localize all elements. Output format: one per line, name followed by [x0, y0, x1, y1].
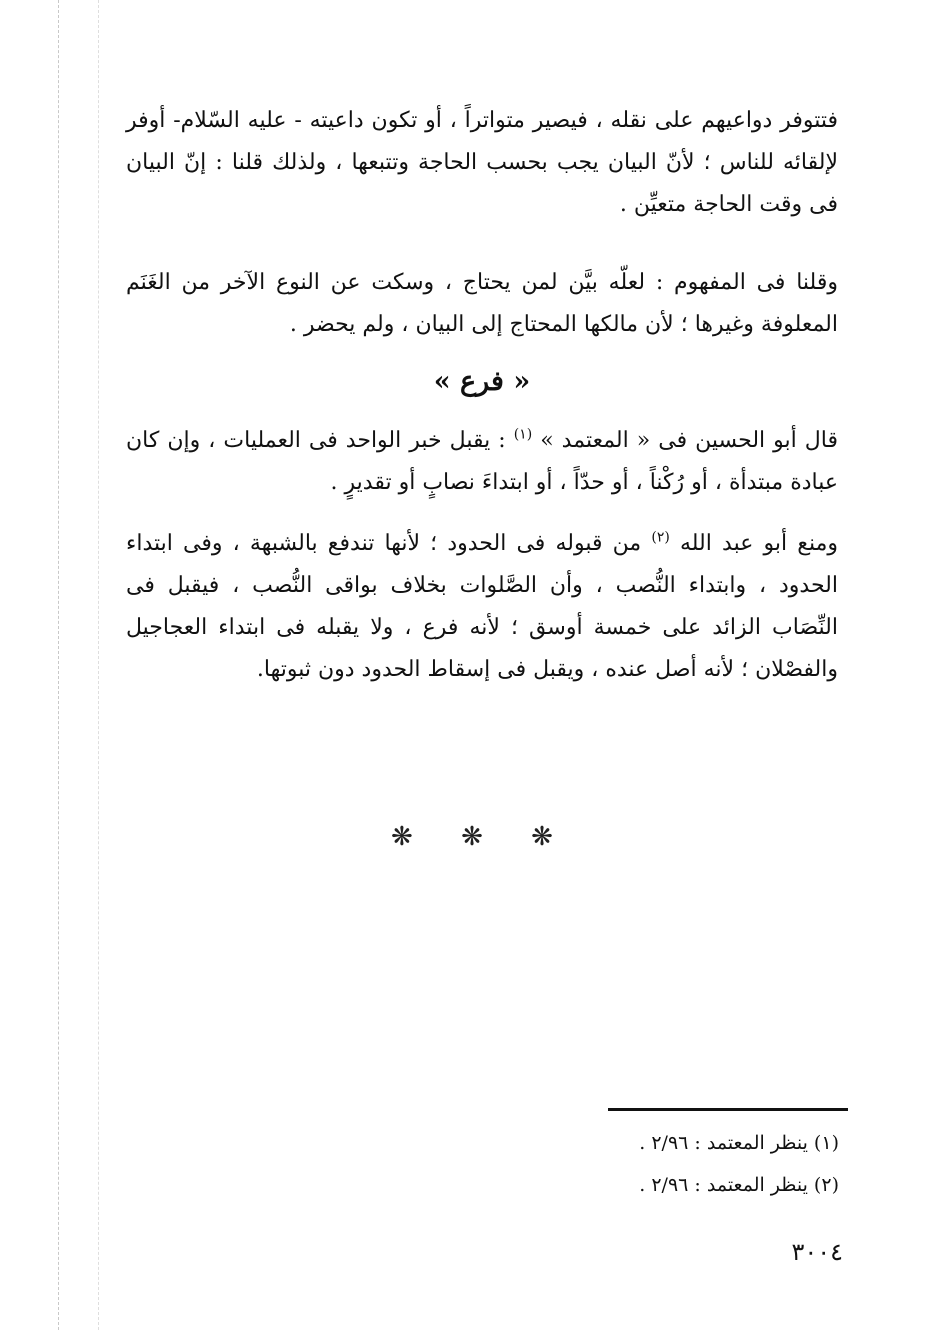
- page-number: ٣٠٠٤: [791, 1238, 843, 1266]
- footnote-1: (١) ينظر المعتمد : ٢/٩٦ .: [639, 1132, 839, 1154]
- paragraph-3: [126, 420, 838, 504]
- paragraph-3-lead: قال أبو الحسين فى « المعتمد »: [540, 428, 838, 453]
- section-separator: ❋ ❋ ❋: [391, 822, 573, 852]
- footnote-ref-1: (١): [513, 426, 533, 443]
- footnote-ref-2: (٢): [651, 529, 670, 546]
- paragraph-4-lead: ومنع أبو عبد الله: [679, 531, 838, 556]
- binding-margin-line: [58, 0, 59, 1330]
- paragraph-3-rest: : يقبل خبر الواحد فى العمليات ، وإن كان عبادة مبتدأة ، أو رُكْناً ، أو حدّاً ، أو ابتداءَ نصابٍ أو تقديرٍ .: [126, 428, 838, 495]
- paragraph-1: فتتوفر دواعيهم على نقله ، فيصير متواتراً ، أو تكون داعيته - عليه السّلام- أوفر لإلقائه للناس ؛ لأنّ البيان يجب بحسب الحاجة وتتبعها ، ولذلك قلنا : إنّ البيان فى وقت الحاجة متعيِّن .: [126, 108, 838, 217]
- paragraph-2: وقلنا فى المفهوم : لعلّه بيَّن لمن يحتاج ، وسكت عن النوع الآخر من الغَنَم المعلوفة وغيرها ؛ لأن مالكها المحتاج إلى البيان ، ولم يحضر .: [126, 270, 838, 337]
- footnote-2: (٢) ينظر المعتمد : ٢/٩٦ .: [639, 1174, 839, 1196]
- paragraph-4-rest: من قبوله فى الحدود ؛ لأنها تندفع بالشبهة ، وفى ابتداء الحدود ، وابتداء النُّصب ، وأن الصَّلوات بخلاف بواقى النُّصب ، فيقبل فى النِّصَاب الزائد على خمسة أوسق ؛ لأنه فرع ، ولا يقبله فى ابتداء العجاجيل والفصْلان ؛ لأنه أصل عنده ، ويقبل فى إسقاط الحدود دون ثبوتها.: [126, 531, 838, 682]
- footnote-rule: [608, 1108, 848, 1111]
- binding-margin-line-inner: [98, 0, 99, 1330]
- section-heading: « فرع »: [433, 366, 531, 397]
- paragraph-4: [126, 523, 838, 691]
